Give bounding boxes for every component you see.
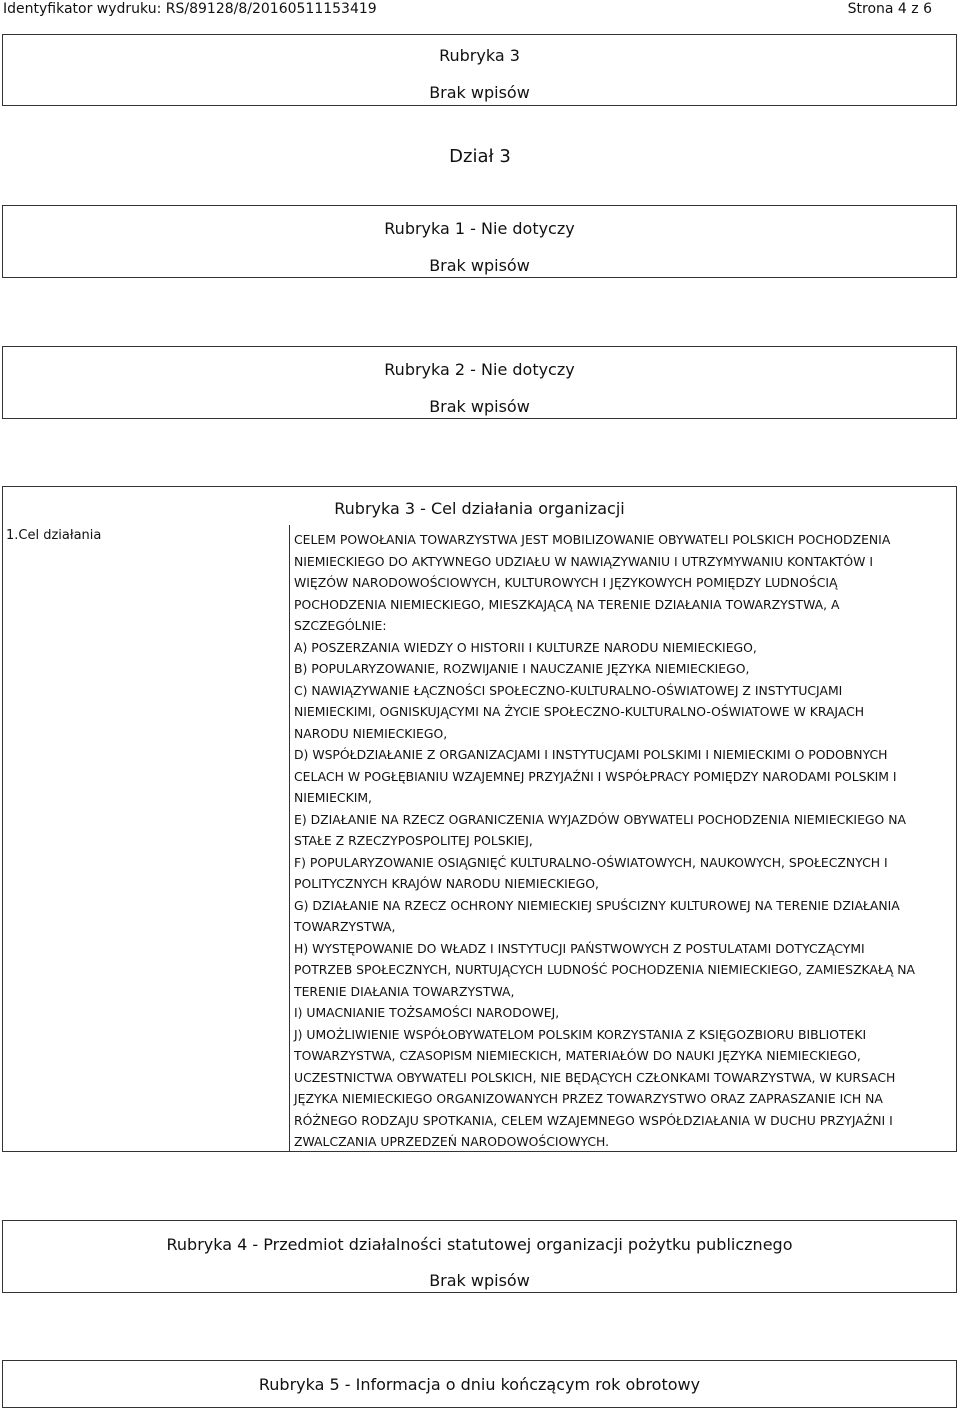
cel-dzialania-line: WIĘZÓW NARODOWOŚCIOWYCH, KULTUROWYCH I JĘZYKOWYCH POMIĘDZY LUDNOŚCIĄ — [294, 575, 838, 590]
print-identifier: Identyfikator wydruku: RS/89128/8/20160511153419 — [3, 1, 377, 17]
cel-dzialania-line: C) NAWIĄZYWANIE ŁĄCZNOŚCI SPOŁECZNO-KULTURALNO-OŚWIATOWEJ Z INSTYTUCJAMI — [294, 682, 843, 698]
cel-dzialania-line: STAŁE Z RZECZYPOSPOLITEJ POLSKIEJ, — [294, 833, 533, 848]
cel-dzialania-line: TERENIE DIAŁANIA TOWARZYSTWA, — [294, 983, 515, 999]
cel-dzialania-line: I) UMACNIANIE TOŻSAMOŚCI NARODOWEJ, — [294, 1005, 560, 1020]
rubryka-2-value: Brak wpisów — [429, 397, 530, 416]
cel-dzialania-value — [294, 529, 952, 1153]
cel-dzialania-line: TOWARZYSTWA, — [294, 919, 396, 934]
dzial-3-heading: Dział 3 — [449, 146, 511, 167]
cel-dzialania-line: RÓŻNEGO RODZAJU SPOTKANIA, CELEM WZAJEMNEGO WSPÓŁDZIAŁANIA W DUCHU PRZYJAŹNI I — [294, 1112, 893, 1128]
rubryka-3-title: Rubryka 3 - Cel działania organizacji — [334, 499, 625, 518]
cel-dzialania-line: POCHODZENIA NIEMIECKIEGO, MIESZKAJĄCĄ NA TERENIE DZIAŁANIA TOWARZYSTWA, A — [294, 596, 840, 612]
rubryka-1-box — [2, 205, 957, 278]
cel-dzialania-line: POLITYCZNYCH KRAJÓW NARODU NIEMIECKIEGO, — [294, 876, 599, 891]
cel-dzialania-line: NIEMIECKIMI, OGNISKUJĄCYMI NA ŻYCIE SPOŁECZNO-KULTURALNO-OŚWIATOWE W KRAJACH — [294, 704, 865, 719]
cel-dzialania-line: A) POSZERZANIA WIEDZY O HISTORII I KULTURZE NARODU NIEMIECKIEGO, — [294, 639, 757, 655]
rubryka-3-box — [2, 486, 957, 1152]
cel-dzialania-line: POTRZEB SPOŁECZNYCH, NURTUJĄCYCH LUDNOŚĆ POCHODZENIA NIEMIECKIEGO, ZAMIESZKAŁĄ NA — [294, 962, 915, 977]
cel-dzialania-line: JĘZYKA NIEMIECKIEGO ORGANIZOWANYCH PRZEZ TOWARZYSTWO ORAZ ZAPRASZANIE ICH NA — [294, 1091, 883, 1106]
cel-dzialania-line: B) POPULARYZOWANIE, ROZWIJANIE I NAUCZANIE JĘZYKA NIEMIECKIEGO, — [294, 661, 750, 676]
cel-dzialania-line: CELACH W POGŁĘBIANIU WZAJEMNEJ PRZYJAŹNI I WSPÓŁPRACY POMIĘDZY NARODAMI POLSKIM I — [294, 768, 897, 784]
cel-dzialania-line: UCZESTNICTWA OBYWATELI POLSKICH, NIE BĘDĄCYCH CZŁONKAMI TOWARZYSTWA, W KURSACH — [294, 1069, 896, 1085]
cel-dzialania-line: F) POPULARYZOWANIE OSIĄGNIĘĆ KULTURALNO-OŚWIATOWYCH, NAUKOWYCH, SPOŁECZNYCH I — [294, 854, 888, 870]
rubryka-3-top-title: Rubryka 3 — [439, 46, 520, 65]
cel-dzialania-line: NIEMIECKIEGO DO AKTYWNEGO UDZIAŁU W NAWIĄZYWANIU I UTRZYMYWANIU KONTAKTÓW I — [294, 553, 874, 569]
rubryka-5-title: Rubryka 5 - Informacja o dniu kończącym rok obrotowy — [258, 1375, 701, 1394]
cel-dzialania-line: H) WYSTĘPOWANIE DO WŁADZ I INSTYTUCJI PAŃSTWOWYCH Z POSTULATAMI DOTYCZĄCYMI — [294, 940, 865, 956]
cel-dzialania-label: 1.Cel działania — [3, 525, 290, 1151]
rubryka-1-title: Rubryka 1 - Nie dotyczy — [384, 219, 575, 238]
rubryka-1-value: Brak wpisów — [429, 256, 530, 275]
cel-dzialania-line: J) UMOŻLIWIENIE WSPÓŁOBYWATELOM POLSKIM KORZYSTANIA Z KSIĘGOZBIORU BIBLIOTEKI — [294, 1026, 867, 1042]
cel-dzialania-line: ZWALCZANIA UPRZEDZEŃ NARODOWOŚCIOWYCH. — [294, 1134, 610, 1149]
rubryka-2-title: Rubryka 2 - Nie dotyczy — [384, 360, 575, 379]
page-number: Strona 4 z 6 — [847, 1, 932, 17]
cel-dzialania-line: G) DZIAŁANIE NA RZECZ OCHRONY NIEMIECKIEJ SPUŚCIZNY KULTUROWEJ NA TERENIE DZIAŁANIA — [294, 897, 900, 913]
cel-dzialania-line: D) WSPÓŁDZIAŁANIE Z ORGANIZACJAMI I INSTYTUCJAMI POLSKIMI I NIEMIECKIMI O PODOBNYCH — [294, 747, 888, 762]
rubryka-5-box — [2, 1360, 957, 1408]
cel-dzialania-line: E) DZIAŁANIE NA RZECZ OGRANICZENIA WYJAZDÓW OBYWATELI POCHODZENIA NIEMIECKIEGO NA — [294, 811, 906, 827]
cel-dzialania-line: CELEM POWOŁANIA TOWARZYSTWA JEST MOBILIZOWANIE OBYWATELI POLSKICH POCHODZENIA — [294, 532, 891, 547]
rubryka-4-value: Brak wpisów — [429, 1271, 530, 1290]
cel-dzialania-line: TOWARZYSTWA, CZASOPISM NIEMIECKICH, MATERIAŁÓW DO NAUKI JĘZYKA NIEMIECKIEGO, — [294, 1048, 861, 1063]
rubryka-4-box — [2, 1220, 957, 1293]
rubryka-3-top-value: Brak wpisów — [429, 83, 530, 102]
rubryka-3-top-box — [2, 34, 957, 106]
cel-dzialania-line: SZCZEGÓLNIE: — [294, 618, 387, 633]
rubryka-4-title: Rubryka 4 - Przedmiot działalności statutowej organizacji pożytku publicznego — [166, 1235, 793, 1254]
cel-dzialania-line: NIEMIECKIM, — [294, 790, 372, 805]
cel-dzialania-line: NARODU NIEMIECKIEGO, — [294, 725, 448, 741]
rubryka-2-box — [2, 346, 957, 419]
